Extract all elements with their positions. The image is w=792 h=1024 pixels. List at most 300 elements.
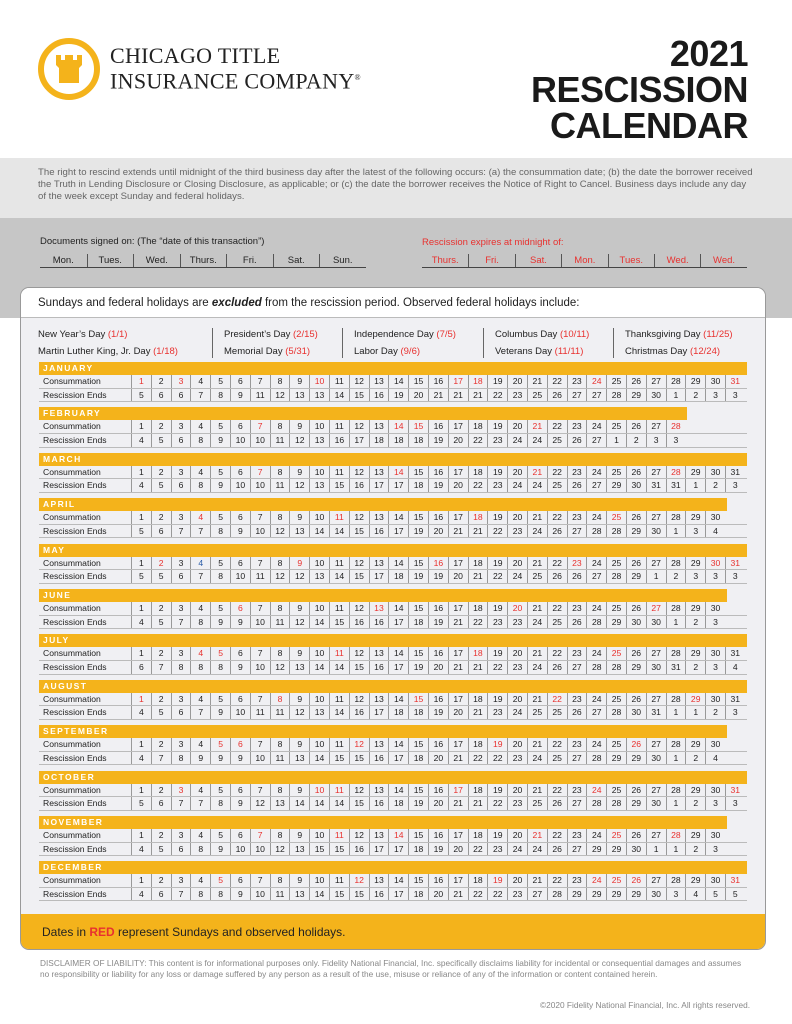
rescission-label: Rescission Ends: [43, 434, 107, 445]
consummation-row: [39, 420, 747, 434]
rescission-day: 19: [428, 843, 448, 856]
consummation-day: 2: [151, 693, 171, 706]
consummation-day: 25: [606, 784, 626, 797]
rescission-row: [39, 843, 747, 857]
consummation-day: 23: [567, 738, 587, 751]
consummation-day: 15: [408, 738, 428, 751]
rescission-day: 1: [666, 706, 686, 719]
rescission-day: 31: [666, 479, 686, 492]
consummation-day: 29: [685, 647, 705, 660]
consummation-day: 20: [507, 693, 527, 706]
rescission-day: 4: [131, 843, 151, 856]
consummation-day: 14: [388, 693, 408, 706]
consummation-day: 5: [210, 647, 230, 660]
consummation-day: 17: [448, 784, 468, 797]
rescission-day: 24: [527, 479, 547, 492]
rescission-day: 13: [289, 525, 309, 538]
rescission-day: 28: [586, 752, 606, 765]
rescission-day: 30: [646, 797, 666, 810]
rescission-day: 21: [468, 661, 488, 674]
consummation-day: 23: [567, 375, 587, 388]
holiday-item: [354, 326, 456, 343]
rescission-day: 2: [685, 661, 705, 674]
rescission-row: [39, 616, 747, 630]
rescission-day: 9: [230, 525, 250, 538]
consummation-day: 5: [210, 420, 230, 433]
rescission-day: 30: [646, 525, 666, 538]
month-block: [39, 816, 747, 861]
consummation-day: 18: [468, 375, 488, 388]
month-header: FEBRUARY: [39, 407, 687, 420]
rescission-day: 10: [250, 434, 270, 447]
consummation-day: 12: [349, 647, 369, 660]
consummation-day: 11: [329, 829, 349, 842]
consummation-label: Consummation: [43, 421, 101, 432]
rescission-day: 23: [487, 434, 507, 447]
rescission-row: [39, 434, 747, 448]
rescission-day: 22: [487, 888, 507, 901]
rescission-day: 17: [388, 752, 408, 765]
rescission-day: 23: [507, 616, 527, 629]
rescission-day: 17: [369, 479, 389, 492]
month-header: AUGUST: [39, 680, 747, 693]
rescission-day: 18: [408, 479, 428, 492]
rescission-day: 27: [567, 661, 587, 674]
rescission-day: 3: [725, 479, 745, 492]
consummation-day: 5: [210, 693, 230, 706]
consummation-day: 10: [309, 466, 329, 479]
rescission-day: 31: [646, 479, 666, 492]
rescission-day: 6: [171, 843, 191, 856]
rescission-day: 7: [190, 797, 210, 810]
consummation-day: 24: [586, 602, 606, 615]
consummation-day: 30: [705, 829, 725, 842]
rescission-day: 8: [190, 434, 210, 447]
rescission-day: 12: [289, 479, 309, 492]
consummation-day: 16: [428, 647, 448, 660]
consummation-day: 7: [250, 647, 270, 660]
rescission-day: 20: [428, 752, 448, 765]
rescission-day: 27: [527, 888, 547, 901]
rescission-day: 29: [567, 888, 587, 901]
consummation-day: 25: [606, 420, 626, 433]
consummation-day: 28: [666, 738, 686, 751]
rescission-day: 20: [448, 570, 468, 583]
rescission-day: 19: [408, 661, 428, 674]
rescission-day: 17: [369, 570, 389, 583]
rescission-day: 15: [309, 843, 329, 856]
rescission-day: 29: [626, 797, 646, 810]
consummation-day: 11: [329, 511, 349, 524]
rescission-day: 9: [230, 797, 250, 810]
consummation-day: 28: [666, 557, 686, 570]
rescission-day: 28: [547, 888, 567, 901]
holiday-name: Columbus Day: [495, 329, 560, 340]
signed-day-3: Thurs.: [180, 254, 227, 267]
rescission-day: 28: [586, 661, 606, 674]
rescission-day: 21: [448, 389, 468, 402]
rescission-day: 14: [309, 661, 329, 674]
expire-day-3: Mon.: [561, 254, 607, 267]
month-block: [39, 362, 747, 407]
consummation-day: 25: [606, 557, 626, 570]
rescission-day: 9: [210, 752, 230, 765]
month-header: MAY: [39, 544, 747, 557]
rescission-row: [39, 389, 747, 403]
consummation-day: 12: [349, 602, 369, 615]
consummation-label: Consummation: [43, 376, 101, 386]
consummation-row: [39, 738, 747, 752]
consummation-day: 20: [507, 557, 527, 570]
rescission-day: 30: [646, 661, 666, 674]
month-block: [39, 634, 747, 679]
logo-line-2: INSURANCE COMPANY: [110, 68, 355, 94]
consummation-day: 8: [270, 602, 290, 615]
consummation-day: 15: [408, 420, 428, 433]
rescission-day: 1: [666, 843, 686, 856]
consummation-day: 14: [388, 375, 408, 388]
rescission-label: Rescission Ends: [43, 843, 107, 854]
consummation-day: 25: [606, 874, 626, 887]
consummation-day: 13: [369, 874, 389, 887]
rescission-day: 22: [487, 797, 507, 810]
consummation-day: 13: [369, 829, 389, 842]
rescission-day: 16: [369, 389, 389, 402]
consummation-row: [39, 466, 747, 480]
rescission-day: 21: [468, 570, 488, 583]
expire-day-0: Thurs.: [431, 255, 459, 266]
consummation-day: 22: [547, 602, 567, 615]
rescission-day: 6: [131, 661, 151, 674]
rescission-day: 9: [210, 479, 230, 492]
consummation-day: 2: [151, 511, 171, 524]
consummation-day: 13: [369, 693, 389, 706]
consummation-day: 14: [388, 602, 408, 615]
consummation-day: 18: [468, 420, 488, 433]
rescission-day: 30: [626, 843, 646, 856]
consummation-day: 26: [626, 466, 646, 479]
consummation-day: 29: [685, 693, 705, 706]
rescission-day: 3: [685, 570, 705, 583]
month-block: [39, 544, 747, 589]
rescission-day: 23: [487, 479, 507, 492]
rescission-day: 2: [685, 616, 705, 629]
rescission-day: 28: [606, 389, 626, 402]
consummation-day: 16: [428, 829, 448, 842]
rescission-day: 8: [210, 570, 230, 583]
rescission-day: 29: [626, 570, 646, 583]
consummation-day: 3: [171, 420, 191, 433]
holiday-item: [625, 326, 733, 343]
rescission-day: 12: [289, 570, 309, 583]
rescission-day: 28: [606, 661, 626, 674]
rescission-day: 25: [547, 434, 567, 447]
consummation-day: 28: [666, 647, 686, 660]
rescission-day: 8: [210, 888, 230, 901]
holidays-heading: [21, 288, 766, 318]
rescission-day: 16: [349, 706, 369, 719]
rescission-day: 28: [606, 570, 626, 583]
legend-note-post: represent Sundays and observed holidays.: [114, 925, 346, 939]
consummation-day: 1: [131, 784, 151, 797]
rescission-day: 19: [408, 797, 428, 810]
month-header: JULY: [39, 634, 747, 647]
consummation-day: 15: [408, 693, 428, 706]
rescission-day: 7: [171, 525, 191, 538]
rescission-day: 26: [547, 570, 567, 583]
consummation-day: 17: [448, 693, 468, 706]
consummation-day: 23: [567, 420, 587, 433]
month-header: DECEMBER: [39, 861, 747, 874]
rescission-day: 26: [547, 661, 567, 674]
holiday-date: (5/31): [285, 346, 311, 357]
title-line-2: CALENDAR: [550, 105, 748, 146]
month-block: [39, 861, 747, 906]
holiday-column: [625, 326, 733, 360]
consummation-day: 26: [626, 784, 646, 797]
consummation-day: 4: [190, 602, 210, 615]
consummation-day: 12: [349, 829, 369, 842]
consummation-day: 8: [270, 693, 290, 706]
rescission-day: 2: [685, 843, 705, 856]
disclaimer: DISCLAIMER OF LIABILITY: This content is for informational purposes only. Fidelity National Financial, Inc. specifically disclaims liability for incidental or consequential damages and assumes no responsibility or liability for any loss or damage suffered by any person as a result of the use, misuse or reliance of any of the information or content contained herein.: [40, 958, 742, 979]
consummation-day: 27: [646, 375, 666, 388]
consummation-day: 27: [646, 602, 666, 615]
consummation-label: Consummation: [43, 693, 101, 704]
consummation-day: 25: [606, 602, 626, 615]
holiday-name: Christmas Day: [625, 346, 690, 357]
rescission-day: 28: [586, 797, 606, 810]
holiday-date: (10/11): [559, 329, 590, 340]
rescission-day: 11: [270, 752, 290, 765]
consummation-day: 1: [131, 511, 151, 524]
consummation-day: 18: [468, 784, 488, 797]
consummation-day: 10: [309, 511, 329, 524]
rescission-day: 20: [428, 888, 448, 901]
rescission-day: 30: [646, 616, 666, 629]
rescission-day: 21: [448, 888, 468, 901]
consummation-day: 12: [349, 511, 369, 524]
consummation-day: 11: [329, 466, 349, 479]
consummation-day: 26: [626, 602, 646, 615]
holiday-divider: [613, 328, 614, 358]
holiday-divider: [212, 328, 213, 358]
consummation-day: 4: [190, 511, 210, 524]
consummation-day: 29: [685, 738, 705, 751]
consummation-day: 9: [289, 466, 309, 479]
rescission-day: 9: [190, 752, 210, 765]
rescission-day: 16: [329, 434, 349, 447]
consummation-day: 3: [171, 874, 191, 887]
rescission-day: 25: [547, 479, 567, 492]
rescission-day: 23: [487, 706, 507, 719]
rescission-day: 1: [666, 752, 686, 765]
rescission-day: 21: [468, 797, 488, 810]
consummation-day: 12: [349, 466, 369, 479]
rescission-day: 14: [309, 888, 329, 901]
rescission-day: 17: [388, 525, 408, 538]
rescission-day: 29: [606, 479, 626, 492]
rescission-day: 3: [725, 570, 745, 583]
consummation-day: 7: [250, 466, 270, 479]
consummation-day: 5: [210, 466, 230, 479]
holiday-item: [354, 343, 456, 360]
rescission-day: 8: [190, 661, 210, 674]
rescission-day: 10: [250, 752, 270, 765]
consummation-day: 4: [190, 466, 210, 479]
rescission-day: 5: [151, 616, 171, 629]
consummation-day: 19: [487, 375, 507, 388]
rescission-day: 10: [250, 661, 270, 674]
consummation-day: 9: [289, 511, 309, 524]
consummation-day: 16: [428, 466, 448, 479]
rescission-day: 2: [705, 479, 725, 492]
rescission-day: 4: [131, 434, 151, 447]
rescission-day: 27: [586, 479, 606, 492]
rescission-day: 20: [448, 843, 468, 856]
consummation-day: 9: [289, 375, 309, 388]
rescission-day: 5: [151, 706, 171, 719]
holiday-divider: [342, 328, 343, 358]
consummation-day: 29: [685, 874, 705, 887]
consummation-day: 3: [171, 466, 191, 479]
consummation-day: 13: [369, 557, 389, 570]
month-block: [39, 771, 747, 816]
rescission-day: 12: [270, 525, 290, 538]
rescission-day: 8: [190, 616, 210, 629]
rescission-day: 3: [646, 434, 666, 447]
holiday-item: [38, 326, 178, 343]
rescission-day: 18: [388, 797, 408, 810]
consummation-day: 30: [705, 466, 725, 479]
rescission-row: [39, 888, 747, 902]
consummation-day: 26: [626, 557, 646, 570]
consummation-row: [39, 511, 747, 525]
consummation-day: 4: [190, 693, 210, 706]
rescission-day: 7: [151, 661, 171, 674]
rescission-row: [39, 706, 747, 720]
consummation-day: 19: [487, 420, 507, 433]
rescission-day: 8: [171, 752, 191, 765]
rescission-day: 20: [448, 479, 468, 492]
holiday-item: [38, 343, 178, 360]
consummation-day: 23: [567, 557, 587, 570]
consummation-day: 25: [606, 693, 626, 706]
rescission-row: [39, 479, 747, 493]
consummation-day: 14: [388, 420, 408, 433]
consummation-day: 20: [507, 738, 527, 751]
rescission-day: 29: [606, 752, 626, 765]
rescission-day: 16: [369, 525, 389, 538]
consummation-day: 27: [646, 647, 666, 660]
consummation-day: 13: [369, 602, 389, 615]
consummation-day: 13: [369, 738, 389, 751]
consummation-day: 4: [190, 375, 210, 388]
consummation-day: 25: [606, 829, 626, 842]
consummation-day: 1: [131, 602, 151, 615]
consummation-day: 23: [567, 466, 587, 479]
consummation-day: 12: [349, 874, 369, 887]
consummation-day: 2: [151, 647, 171, 660]
rescission-day: 27: [586, 389, 606, 402]
consummation-day: 16: [428, 693, 448, 706]
consummation-day: 16: [428, 511, 448, 524]
consummation-day: 28: [666, 420, 686, 433]
rescission-day: 7: [151, 752, 171, 765]
consummation-day: 22: [547, 829, 567, 842]
rescission-day: 18: [408, 706, 428, 719]
consummation-day: 6: [230, 511, 250, 524]
rescission-day: 13: [309, 434, 329, 447]
rescission-day: 13: [309, 479, 329, 492]
rescission-day: 8: [190, 843, 210, 856]
consummation-day: 10: [309, 602, 329, 615]
consummation-day: 30: [705, 557, 725, 570]
consummation-day: 3: [171, 511, 191, 524]
holiday-item: [495, 343, 589, 360]
consummation-day: 9: [289, 602, 309, 615]
rescission-day: 7: [171, 616, 191, 629]
consummation-day: 1: [131, 874, 151, 887]
rescission-day: 30: [646, 888, 666, 901]
rescission-day: 6: [151, 525, 171, 538]
consummation-day: 2: [151, 420, 171, 433]
month-block: [39, 589, 747, 634]
expire-day-6: Wed.: [700, 254, 746, 267]
consummation-day: 6: [230, 557, 250, 570]
consummation-day: 5: [210, 829, 230, 842]
rescission-label: Rescission Ends: [43, 616, 107, 627]
consummation-day: 25: [606, 738, 626, 751]
consummation-day: 12: [349, 557, 369, 570]
consummation-day: 9: [289, 420, 309, 433]
consummation-day: 9: [289, 647, 309, 660]
consummation-day: 1: [131, 557, 151, 570]
consummation-day: 24: [586, 874, 606, 887]
consummation-day: 27: [646, 466, 666, 479]
rescission-day: 2: [685, 797, 705, 810]
consummation-day: 10: [309, 647, 329, 660]
consummation-day: 20: [507, 784, 527, 797]
rescission-day: 21: [448, 661, 468, 674]
consummation-day: 14: [388, 511, 408, 524]
consummation-day: 4: [190, 738, 210, 751]
consummation-day: 12: [349, 784, 369, 797]
consummation-day: 8: [270, 738, 290, 751]
rescission-day: 19: [428, 616, 448, 629]
rescission-day: 3: [705, 797, 725, 810]
consummation-day: 19: [487, 874, 507, 887]
consummation-day: 12: [349, 738, 369, 751]
title-year: 2021: [669, 33, 748, 74]
rescission-day: 23: [507, 888, 527, 901]
rescission-day: 23: [487, 843, 507, 856]
consummation-day: 21: [527, 511, 547, 524]
consummation-day: 27: [646, 874, 666, 887]
rescission-day: 8: [210, 525, 230, 538]
rescission-day: 26: [547, 843, 567, 856]
consummation-label: Consummation: [43, 784, 101, 795]
logo-wordmark: [110, 45, 361, 92]
rescission-day: 6: [171, 706, 191, 719]
rescission-day: 17: [369, 843, 389, 856]
consummation-day: 26: [626, 420, 646, 433]
rescission-day: 24: [527, 525, 547, 538]
consummation-day: 22: [547, 647, 567, 660]
rescission-day: 11: [270, 888, 290, 901]
signed-day-0: Mon.: [52, 255, 74, 266]
rescission-day: 15: [349, 797, 369, 810]
